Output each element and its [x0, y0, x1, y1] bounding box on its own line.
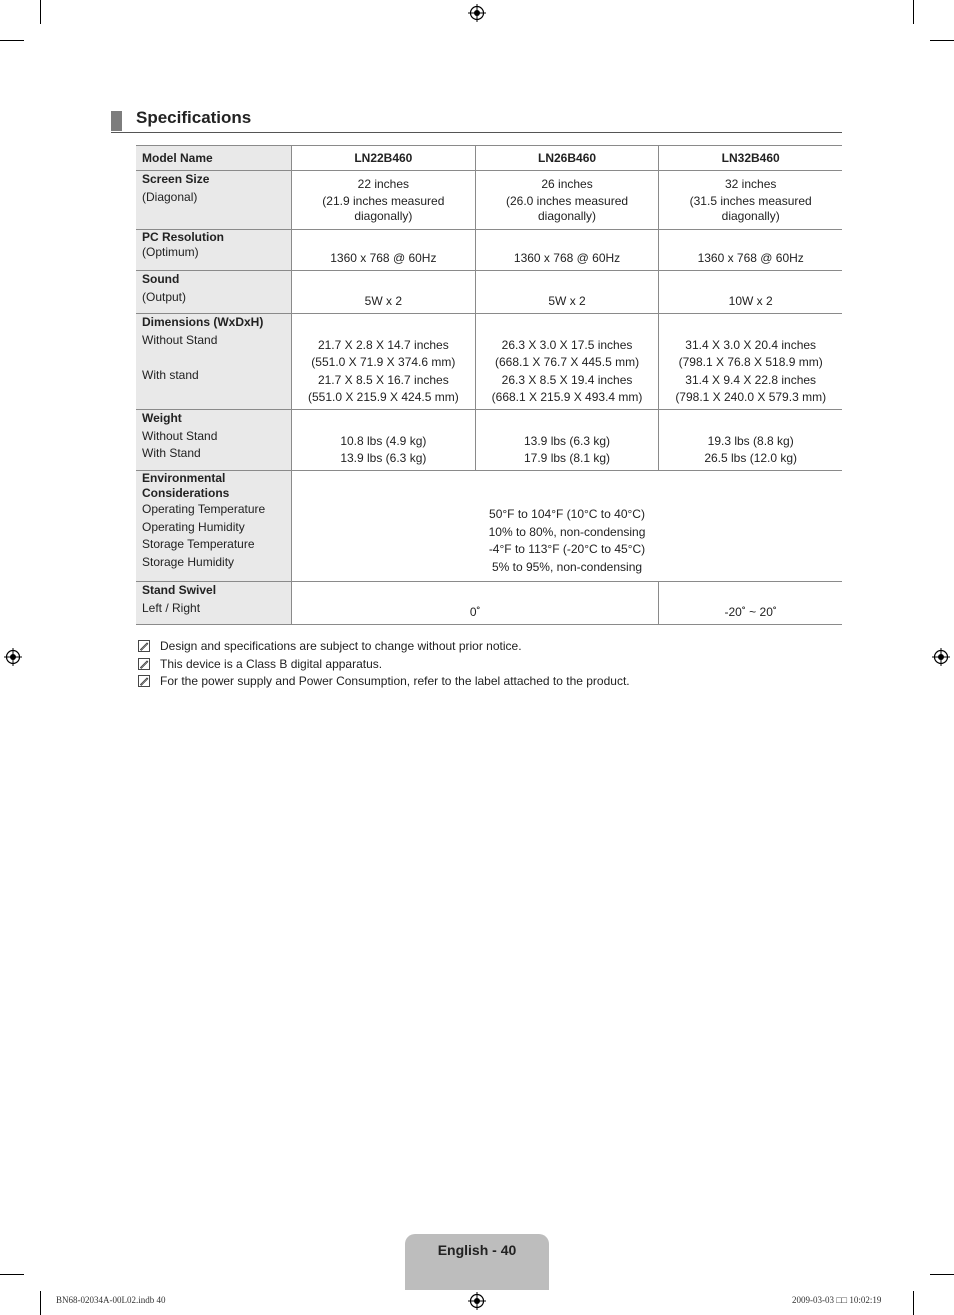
crop-mark [40, 0, 41, 24]
row-label [136, 230, 292, 271]
table-cell [292, 171, 476, 230]
table-cell [659, 410, 842, 471]
table-cell [292, 230, 476, 271]
cell-text: 17.9 lbs (8.1 kg) [524, 451, 611, 465]
cell-text: (26.0 inches measured [505, 193, 629, 208]
crop-mark [930, 40, 954, 41]
row-subtitle: Without Stand [142, 428, 218, 443]
cell-text: (551.0 X 71.9 X 374.6 mm) [311, 355, 456, 369]
cell-text: 26 inches [541, 177, 593, 191]
table-header-row [136, 146, 842, 171]
cell-text: 31.4 X 9.4 X 22.8 inches [685, 372, 817, 387]
row-title: Sound [142, 272, 180, 286]
cell-text: 10W x 2 [728, 293, 773, 308]
cell-text: (668.1 X 76.7 X 445.5 mm) [494, 355, 640, 369]
note-icon [138, 658, 150, 670]
note-icon [138, 675, 150, 687]
note-text: This device is a Class B digital apparatus. [160, 656, 383, 671]
crop-mark [40, 1291, 41, 1315]
cell-text: 10% to 80%, non-condensing [488, 524, 646, 539]
registration-mark-icon [4, 648, 22, 666]
cell-text: 31.4 X 3.0 X 20.4 inches [685, 337, 817, 352]
note-item [136, 638, 842, 656]
cell-text: (21.9 inches measured [322, 193, 445, 208]
table-cell [659, 271, 842, 314]
cell-text: 26.3 X 8.5 X 19.4 inches [501, 372, 633, 387]
cell-text: 13.9 lbs (6.3 kg) [340, 451, 427, 465]
cell-text: 32 inches [725, 177, 777, 191]
file-slug: BN68-02034A-00L02.indb 40 [56, 1295, 166, 1305]
cell-text: 21.7 X 8.5 X 16.7 inches [317, 372, 449, 387]
table-cell [292, 271, 476, 314]
note-item [136, 656, 842, 674]
cell-text: diagonally) [538, 208, 597, 223]
note-item [136, 673, 842, 691]
cell-text: 0˚ [469, 604, 481, 619]
row-subtitle: Operating Temperature [142, 502, 266, 516]
row-title: Screen Size [142, 172, 210, 186]
cell-text: (551.0 X 215.9 X 424.5 mm) [307, 390, 459, 404]
cell-text: 13.9 lbs (6.3 kg) [524, 433, 611, 448]
page-number-tab [405, 1234, 549, 1290]
row-subtitle: Without Stand [142, 332, 218, 347]
cell-text: (798.1 X 76.8 X 518.9 mm) [678, 355, 823, 369]
row-label [136, 471, 292, 582]
cell-text: (31.5 inches measured [689, 193, 812, 208]
table-cell [475, 410, 659, 471]
table-cell [292, 471, 843, 582]
row-title: Weight [142, 411, 182, 425]
row-subtitle: Storage Humidity [142, 554, 235, 569]
notes-list [136, 638, 842, 691]
table-row-screen-size [136, 171, 842, 230]
section-heading [111, 108, 842, 133]
row-label [136, 582, 292, 625]
cell-text: (668.1 X 215.9 X 493.4 mm) [491, 390, 643, 404]
row-title: Dimensions (WxDxH) [142, 315, 264, 329]
page-number: English - 40 [437, 1242, 517, 1258]
table-cell [292, 582, 659, 625]
cell-text: diagonally) [721, 208, 780, 223]
cell-text: diagonally) [354, 208, 413, 223]
table-row-pc-resolution [136, 230, 842, 271]
row-label [136, 410, 292, 471]
model-ln32: LN32B460 [659, 146, 842, 171]
cell-text: 5% to 95%, non-condensing [491, 559, 643, 574]
table-row-stand-swivel [136, 582, 842, 625]
registration-mark-icon [468, 1292, 486, 1310]
crop-mark [0, 40, 24, 41]
row-title: Considerations [142, 486, 230, 500]
cell-text: 5W x 2 [548, 293, 586, 308]
row-subtitle: (Optimum) [142, 245, 199, 259]
cell-text: 1360 x 768 @ 60Hz [697, 250, 804, 265]
row-subtitle: Operating Humidity [142, 519, 245, 534]
date-slug: 2009-03-03 □□ 10:02:19 [792, 1295, 882, 1305]
note-icon [138, 640, 150, 652]
cell-text: 10.8 lbs (4.9 kg) [340, 433, 427, 448]
specifications-table [136, 145, 842, 625]
crop-mark [930, 1274, 954, 1275]
table-row-weight [136, 410, 842, 471]
heading-bar [111, 111, 122, 131]
cell-text: -4°F to 113°F (-20°C to 45°C) [488, 542, 646, 556]
row-subtitle: With Stand [142, 446, 201, 460]
registration-mark-icon [932, 648, 950, 666]
table-cell [475, 271, 659, 314]
table-cell [659, 314, 842, 410]
note-text: For the power supply and Power Consumption, refer to the label attached to the product. [160, 674, 630, 688]
row-label [136, 171, 292, 230]
cell-text: 1360 x 768 @ 60Hz [330, 250, 437, 265]
model-ln26: LN26B460 [475, 146, 659, 171]
registration-mark-icon [468, 4, 486, 22]
row-subtitle: Storage Temperature [142, 537, 255, 551]
table-cell [475, 230, 659, 271]
cell-text: 19.3 lbs (8.8 kg) [707, 433, 794, 448]
row-title: Stand Swivel [142, 583, 217, 597]
cell-text: 21.7 X 2.8 X 14.7 inches [317, 337, 449, 352]
cell-text: 1360 x 768 @ 60Hz [513, 250, 621, 265]
row-subtitle: With stand [142, 367, 199, 382]
cell-text: 26.3 X 3.0 X 17.5 inches [501, 337, 633, 352]
row-label [136, 271, 292, 314]
table-cell [475, 171, 659, 230]
row-title: PC Resolution [142, 230, 225, 244]
cell-text: 5W x 2 [364, 293, 403, 308]
table-row-environment [136, 471, 842, 582]
model-name-label: Model Name [136, 146, 292, 171]
table-cell [475, 314, 659, 410]
crop-mark [0, 1274, 24, 1275]
cell-text: 22 inches [357, 177, 410, 191]
row-subtitle: (Output) [142, 289, 187, 304]
table-cell [292, 314, 476, 410]
row-label [136, 314, 292, 410]
note-text: Design and specifications are subject to change without prior notice. [160, 639, 522, 653]
table-cell [659, 582, 842, 625]
crop-mark [913, 0, 914, 24]
row-subtitle: Left / Right [142, 600, 201, 615]
table-cell [659, 171, 842, 230]
cell-text: (798.1 X 240.0 X 579.3 mm) [675, 390, 827, 404]
crop-mark [913, 1291, 914, 1315]
table-cell [659, 230, 842, 271]
row-subtitle: (Diagonal) [142, 189, 198, 204]
row-title: Environmental [142, 471, 226, 485]
cell-text: -20˚ ~ 20˚ [724, 604, 777, 619]
cell-text: 26.5 lbs (12.0 kg) [704, 451, 798, 465]
table-row-sound [136, 271, 842, 314]
table-cell [292, 410, 476, 471]
page-title: Specifications [136, 108, 252, 127]
model-ln22: LN22B460 [292, 146, 476, 171]
table-row-dimensions [136, 314, 842, 410]
cell-text: 50°F to 104°F (10°C to 40°C) [489, 507, 645, 521]
